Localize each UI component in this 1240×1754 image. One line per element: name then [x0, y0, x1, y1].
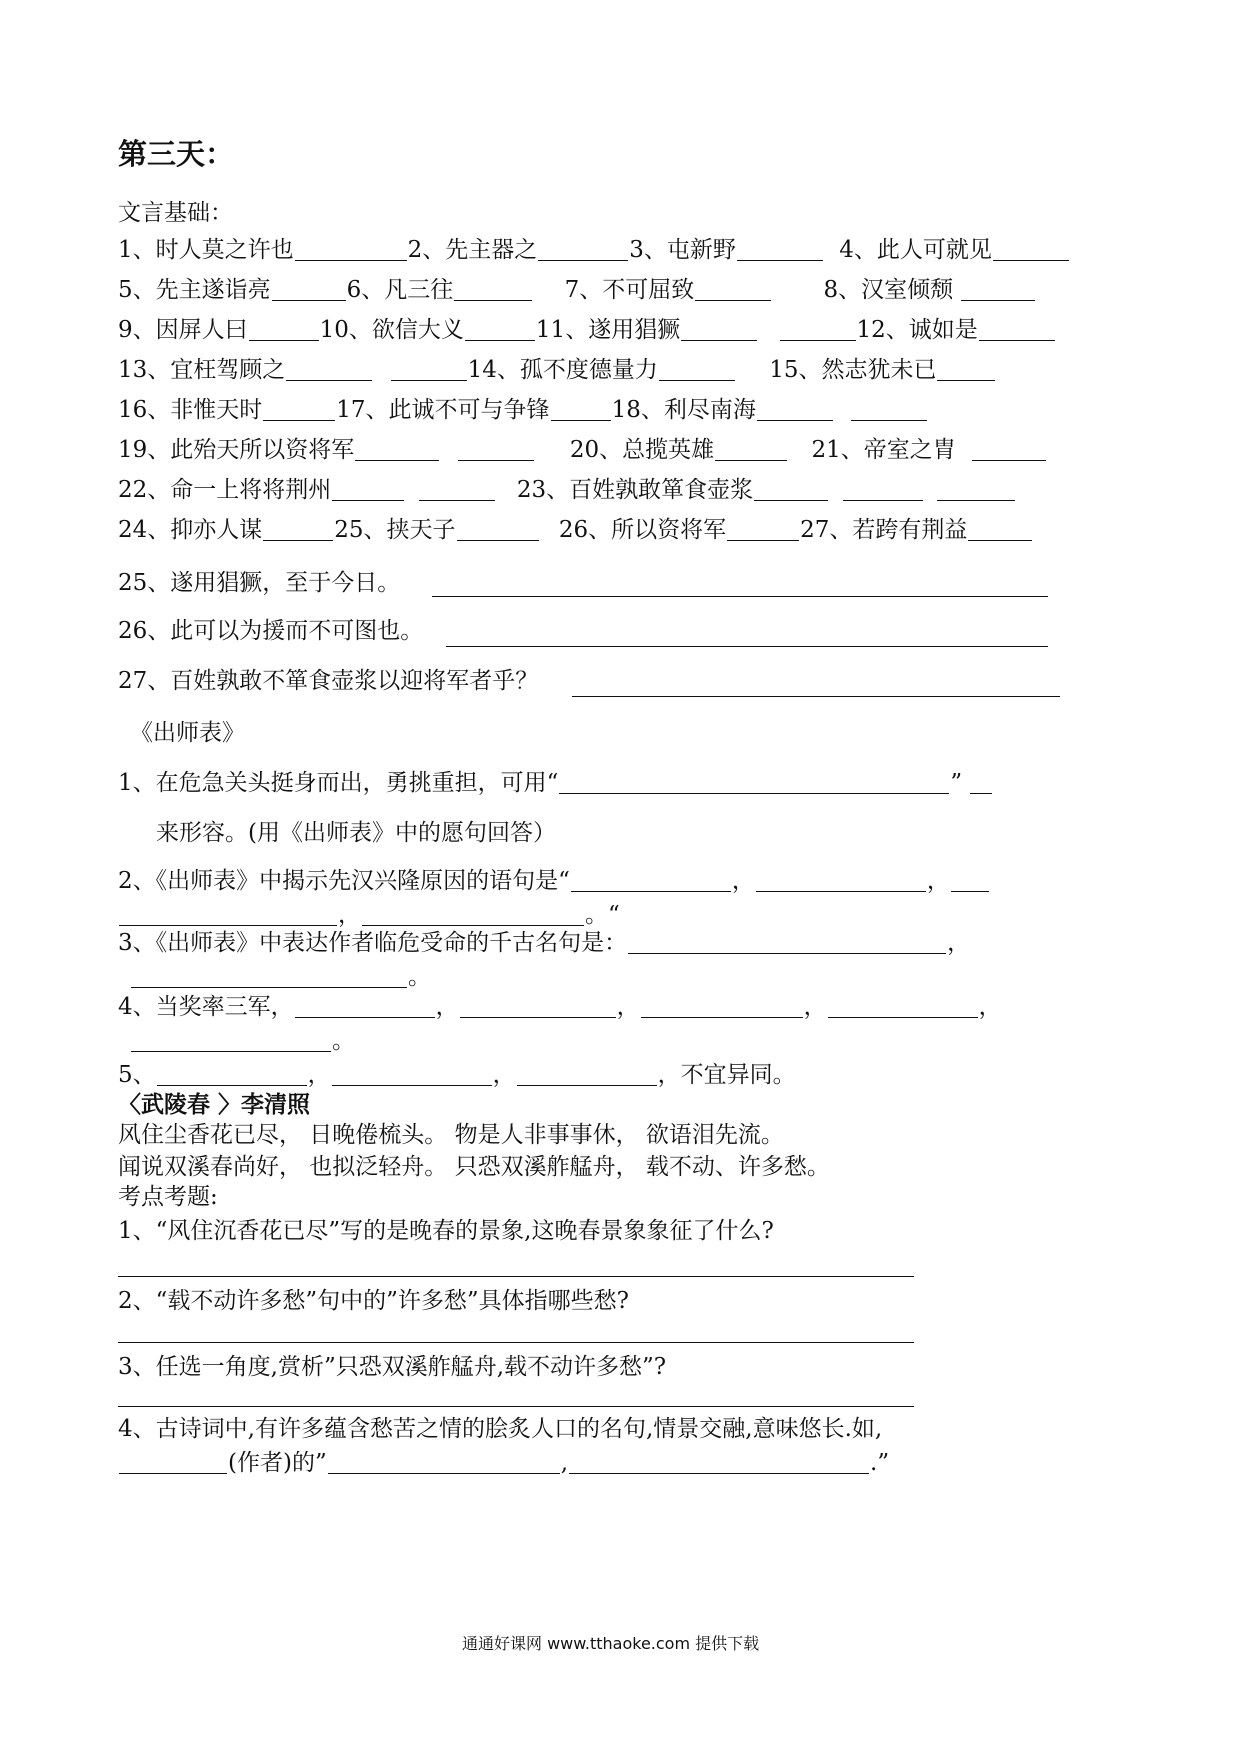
poem-q1: 1、“风住沉香花已尽”写的是晚春的景象,这晚春景象象征了什么? [118, 1218, 774, 1244]
page-footer: 通通好课网 www.tthaoke.com 提供下载 [462, 1634, 760, 1653]
answer-blank[interactable] [754, 476, 828, 501]
chushi-q3 [118, 926, 970, 960]
vocab-item-8: 8、汉室倾颓 [823, 277, 954, 303]
translate-2-text: 26、此可以为援而不可图也。 [118, 618, 424, 644]
vocab-item-13: 13、宜枉驾顾之 [118, 357, 286, 383]
answer-line[interactable] [118, 1406, 914, 1407]
poem-q4: 4、古诗词中,有许多蕴含愁苦之情的脍炙人口的名句,情景交融,意味悠长.如, [118, 1416, 883, 1442]
answer-blank[interactable] [454, 276, 532, 301]
vocab-item-1: 1、时人莫之许也 [118, 237, 294, 263]
answer-blank[interactable] [391, 356, 467, 381]
answer-blank[interactable] [756, 867, 926, 892]
vocab-item-7: 7、不可屈致 [564, 277, 695, 303]
answer-blank[interactable] [460, 993, 616, 1018]
chushi-q5-end: ，不宜异同。 [657, 1062, 796, 1088]
answer-blank[interactable] [970, 769, 992, 794]
chushi-q4-text: 4、当奖率三军， [118, 994, 294, 1020]
period-quote: .” [870, 1450, 890, 1476]
vocab-item-19: 19、此殆天所以资将军 [118, 437, 355, 463]
answer-blank[interactable] [263, 516, 333, 541]
chushi-q2-text: 2、《出师表》中揭示先汉兴隆原因的语句是“ [118, 868, 570, 894]
answer-line[interactable] [572, 696, 1060, 697]
answer-blank[interactable] [465, 316, 535, 341]
chushi-q4 [118, 990, 1002, 1024]
answer-blank[interactable] [757, 396, 833, 421]
page-title: 第三天： [118, 137, 235, 171]
vocab-item-17: 17、此诚不可与争锋 [336, 397, 550, 423]
vocab-item-26: 26、所以资将军 [558, 517, 727, 543]
vocab-item-6: 6、凡三往 [346, 277, 454, 303]
vocab-item-10: 10、欲信大义 [319, 317, 464, 343]
comma: ， [731, 868, 755, 894]
comma: ， [435, 994, 459, 1020]
answer-blank[interactable] [458, 436, 534, 461]
vocab-item-23: 23、百姓孰敢箪食壶浆 [516, 477, 754, 503]
answer-line[interactable] [118, 1342, 914, 1343]
vocab-row-1 [118, 233, 1070, 267]
answer-blank[interactable] [681, 316, 757, 341]
vocab-item-24: 24、抑亦人谋 [118, 517, 263, 543]
poem-heading: 〈武陵春 〉李清照 [118, 1091, 311, 1118]
vocab-item-21: 21、帝室之胄 [811, 437, 956, 463]
answer-blank[interactable] [972, 436, 1046, 461]
answer-blank[interactable] [571, 867, 731, 892]
answer-line[interactable] [446, 646, 1048, 647]
answer-blank[interactable] [628, 929, 946, 954]
translate-1-text: 25、遂用猖獗，至于今日。 [118, 570, 401, 596]
section-chushi-label: 《出师表》 [130, 720, 245, 746]
chushi-q4-cont [130, 1024, 355, 1058]
answer-blank[interactable] [727, 516, 799, 541]
answer-blank[interactable] [295, 236, 407, 261]
vocab-row-5 [118, 393, 928, 427]
vocab-row-8 [118, 513, 1033, 547]
answer-blank[interactable] [362, 901, 584, 926]
comma: ， [803, 994, 827, 1020]
vocab-item-3: 3、屯新野 [629, 237, 736, 263]
answer-blank[interactable] [119, 901, 337, 926]
comma: ， [926, 868, 950, 894]
comma: ， [307, 1062, 331, 1088]
chushi-q3-cont [130, 960, 431, 994]
vocab-item-27: 27、若跨有荆益 [800, 517, 968, 543]
comma: ， [338, 902, 361, 928]
answer-blank[interactable] [659, 356, 735, 381]
vocab-item-2: 2、先主器之 [407, 237, 538, 263]
vocab-item-14: 14、孤不度德量力 [467, 357, 658, 383]
answer-blank[interactable] [937, 356, 995, 381]
quote-close: ” [950, 770, 963, 796]
answer-blank[interactable] [993, 236, 1069, 261]
comma: ， [978, 994, 1002, 1020]
answer-line[interactable] [432, 596, 1048, 597]
answer-blank[interactable] [328, 1449, 560, 1474]
chushi-q5-text: 5、 [118, 1062, 156, 1088]
answer-blank[interactable] [295, 993, 435, 1018]
answer-blank[interactable] [780, 316, 856, 341]
answer-blank[interactable] [715, 436, 787, 461]
chushi-q5 [118, 1058, 796, 1092]
answer-blank[interactable] [131, 1027, 331, 1052]
answer-blank[interactable] [937, 476, 1015, 501]
chushi-q1-cont: 来形容。(用《出师表》中的愿句回答） [156, 820, 556, 846]
poem-q3: 3、任选一角度,赏析”只恐双溪舴艋舟,载不动许多愁”? [118, 1354, 667, 1380]
answer-blank[interactable] [851, 396, 927, 421]
answer-blank[interactable] [119, 1449, 227, 1474]
answer-blank[interactable] [961, 276, 1035, 301]
vocab-item-22: 22、命一上将将荆州 [118, 477, 332, 503]
answer-blank[interactable] [157, 1061, 307, 1086]
answer-blank[interactable] [286, 356, 372, 381]
answer-blank[interactable] [695, 276, 771, 301]
vocab-item-15: 15、然志犹未已 [769, 357, 937, 383]
translate-1 [118, 566, 400, 600]
answer-blank[interactable] [517, 1061, 657, 1086]
answer-blank[interactable] [843, 476, 923, 501]
answer-blank[interactable] [979, 316, 1055, 341]
answer-blank[interactable] [419, 476, 495, 501]
answer-blank[interactable] [569, 1449, 869, 1474]
vocab-row-6 [118, 433, 1047, 467]
poem-q2: 2、“载不动许多愁”句中的”许多愁”具体指哪些愁? [118, 1288, 629, 1314]
answer-line[interactable] [118, 1276, 914, 1277]
vocab-item-18: 18、利尽南海 [611, 397, 756, 423]
answer-blank[interactable] [538, 236, 628, 261]
period: 。 [332, 1028, 355, 1054]
exam-label: 考点考题: [118, 1184, 218, 1210]
answer-blank[interactable] [737, 236, 823, 261]
vocab-item-25: 25、挟天子 [334, 517, 456, 543]
answer-blank[interactable] [641, 993, 803, 1018]
poem-q4-cont [118, 1446, 889, 1480]
chushi-q1-text: 1、在危急关头挺身而出，勇挑重担，可用“ [118, 770, 559, 796]
chushi-q3-text: 3、《出师表》中表达作者临危受命的千古名句是： [118, 930, 628, 956]
chushi-q2 [118, 864, 990, 898]
vocab-row-7 [118, 473, 1016, 507]
author-label: (作者)的” [228, 1450, 327, 1476]
chushi-q1 [118, 766, 993, 800]
answer-blank[interactable] [968, 516, 1032, 541]
vocab-row-3 [118, 313, 1056, 347]
poem-line-2: 闻说双溪春尚好， 也拟泛轻舟。 只恐双溪舴艋舟， 载不动、许多愁。 [118, 1154, 830, 1180]
comma: ， [947, 930, 971, 956]
comma: , [560, 1450, 569, 1476]
translate-3 [118, 664, 538, 698]
vocab-row-2 [118, 273, 1036, 307]
vocab-item-20: 20、总揽英雄 [569, 437, 715, 463]
answer-blank[interactable] [263, 396, 335, 421]
vocab-item-12: 12、诚如是 [856, 317, 978, 343]
vocab-item-11: 11、遂用猖獗 [535, 317, 681, 343]
answer-blank[interactable] [828, 993, 978, 1018]
vocab-item-5: 5、先主遂诣亮 [118, 277, 271, 303]
answer-blank[interactable] [457, 516, 539, 541]
answer-blank[interactable] [332, 1061, 492, 1086]
answer-blank[interactable] [131, 963, 407, 988]
answer-blank[interactable] [332, 476, 404, 501]
period: 。 [408, 964, 431, 990]
section-basics-label: 文言基础： [118, 200, 233, 226]
vocab-row-4 [118, 353, 996, 387]
vocab-item-4: 4、此人可就见 [839, 237, 992, 263]
comma: ， [616, 994, 640, 1020]
period-quote: 。“ [585, 902, 620, 928]
answer-blank[interactable] [951, 867, 989, 892]
answer-blank[interactable] [355, 436, 439, 461]
answer-blank[interactable] [249, 316, 319, 341]
answer-blank[interactable] [551, 396, 611, 421]
vocab-item-16: 16、非惟天时 [118, 397, 263, 423]
translate-3-text: 27、百姓孰敢不箪食壶浆以迎将军者乎？ [118, 668, 539, 694]
translate-2 [118, 614, 423, 648]
poem-line-1: 风住尘香花已尽， 日晚倦梳头。 物是人非事事休， 欲语泪先流。 [118, 1122, 784, 1148]
answer-blank[interactable] [559, 769, 949, 794]
vocab-item-9: 9、因屏人曰 [118, 317, 248, 343]
answer-blank[interactable] [272, 276, 346, 301]
comma: ， [492, 1062, 516, 1088]
